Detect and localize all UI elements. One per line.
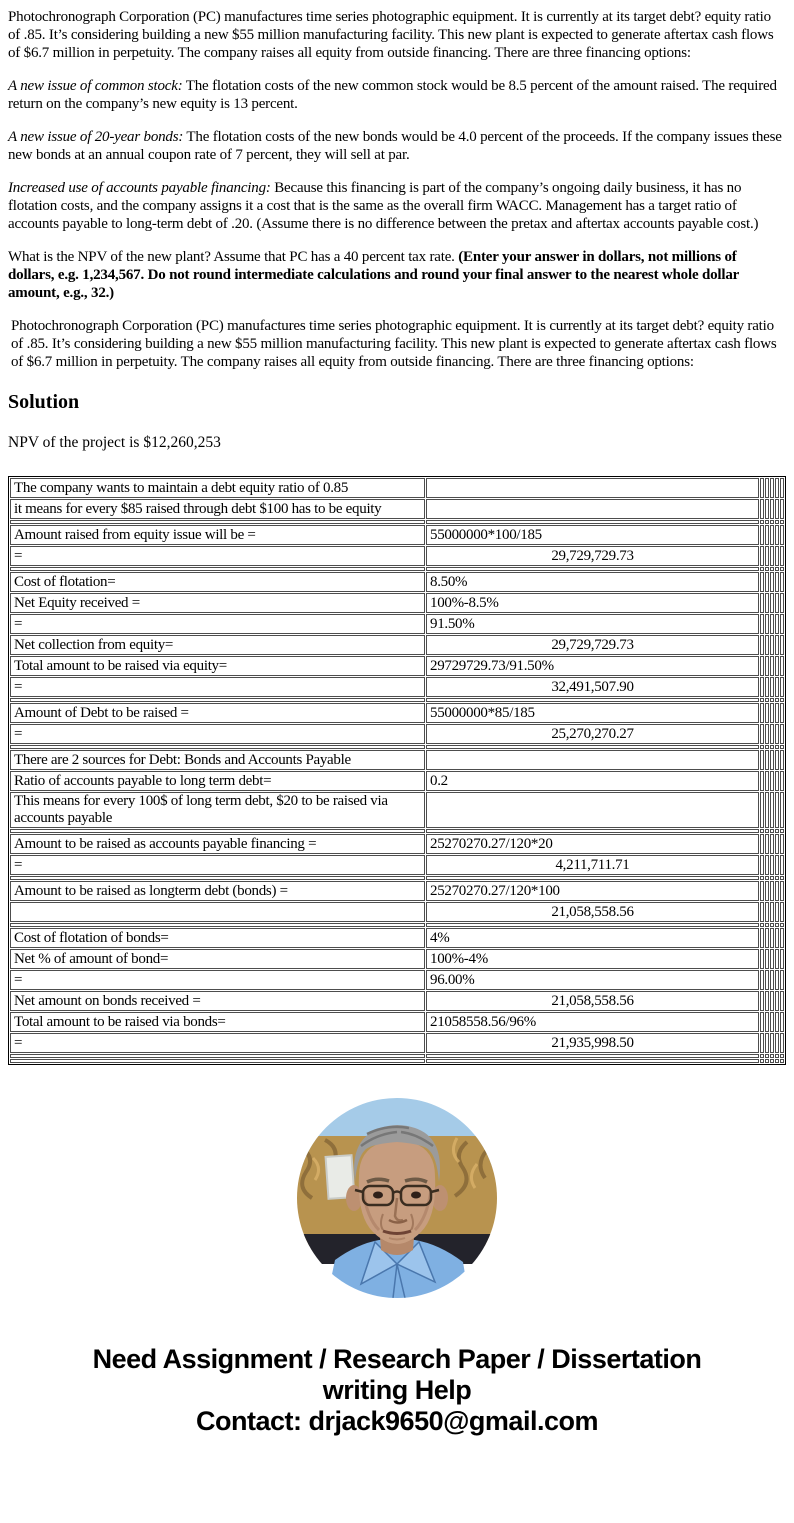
separator-cell	[780, 520, 784, 524]
empty-cell	[760, 546, 764, 566]
row-value: 29,729,729.73	[426, 546, 759, 566]
photo-container	[8, 1098, 786, 1298]
empty-cell	[760, 881, 764, 901]
empty-cell	[765, 792, 769, 828]
empty-cell	[775, 703, 779, 723]
empty-cell	[775, 949, 779, 969]
separator-cell	[426, 745, 759, 749]
empty-cell	[780, 677, 784, 697]
empty-cell	[765, 902, 769, 922]
empty-cell	[770, 614, 774, 634]
person-photo	[297, 1098, 497, 1298]
separator-cell	[775, 520, 779, 524]
separator-cell	[10, 829, 425, 833]
solution-table	[8, 476, 786, 1065]
separator-cell	[770, 1059, 774, 1063]
empty-cell	[765, 656, 769, 676]
row-value: 25,270,270.27	[426, 724, 759, 744]
option-text: Because this financing is part of the company’s ongoing daily business, it has no flotation costs, and the company assigns it a cost that is the same as the overall firm WACC. Management has a target ratio of accounts payable to long-term debt of .20. (Assume there is no difference between the pretax and aftertax accounts payable cost.)	[8, 180, 759, 232]
empty-cell	[780, 1012, 784, 1032]
row-label: The company wants to maintain a debt equity ratio of 0.85	[10, 478, 425, 498]
separator-cell	[765, 1054, 769, 1058]
empty-cell	[770, 572, 774, 592]
npv-result-line: NPV of the project is $12,260,253	[8, 434, 221, 451]
empty-cell	[775, 902, 779, 922]
row-label: Amount raised from equity issue will be =	[10, 525, 425, 545]
row-value: 4%	[426, 928, 759, 948]
empty-cell	[760, 928, 764, 948]
separator-cell	[760, 745, 764, 749]
separator-row	[10, 1054, 784, 1058]
table-row	[10, 677, 784, 697]
separator-cell	[426, 1054, 759, 1058]
separator-cell	[10, 698, 425, 702]
separator-cell	[760, 567, 764, 571]
empty-cell	[780, 703, 784, 723]
empty-cell	[765, 834, 769, 854]
option-accounts-payable	[8, 179, 786, 233]
separator-cell	[10, 876, 425, 880]
empty-cell	[780, 478, 784, 498]
separator-cell	[770, 567, 774, 571]
empty-cell	[765, 572, 769, 592]
empty-cell	[775, 614, 779, 634]
row-label: Ratio of accounts payable to long term debt=	[10, 771, 425, 791]
separator-cell	[780, 923, 784, 927]
empty-cell	[780, 635, 784, 655]
separator-cell	[765, 923, 769, 927]
table-row	[10, 525, 784, 545]
row-label: Net collection from equity=	[10, 635, 425, 655]
separator-row	[10, 829, 784, 833]
row-label: Net Equity received =	[10, 593, 425, 613]
table-row	[10, 546, 784, 566]
empty-cell	[760, 525, 764, 545]
empty-cell	[760, 724, 764, 744]
empty-cell	[760, 703, 764, 723]
option-lead: A new issue of common stock:	[8, 78, 183, 94]
empty-cell	[760, 949, 764, 969]
separator-cell	[775, 923, 779, 927]
empty-cell	[765, 750, 769, 770]
row-label: Amount to be raised as accounts payable financing =	[10, 834, 425, 854]
table-row	[10, 593, 784, 613]
separator-cell	[780, 745, 784, 749]
separator-cell	[765, 745, 769, 749]
empty-cell	[765, 703, 769, 723]
empty-cell	[780, 1033, 784, 1053]
row-label: =	[10, 855, 425, 875]
separator-cell	[426, 1059, 759, 1063]
row-label: =	[10, 677, 425, 697]
empty-cell	[780, 724, 784, 744]
empty-cell	[770, 478, 774, 498]
separator-row	[10, 698, 784, 702]
empty-cell	[775, 724, 779, 744]
separator-cell	[765, 876, 769, 880]
separator-cell	[765, 520, 769, 524]
separator-cell	[760, 1054, 764, 1058]
table-row	[10, 1012, 784, 1032]
row-value: 8.50%	[426, 572, 759, 592]
question-bold-note: (Enter your answer in dollars, not millions of dollars, e.g. 1,234,567. Do not round intermediate calculations and round your final answer to the nearest whole dollar amount, e.g., 32.)	[8, 249, 739, 301]
row-label: =	[10, 724, 425, 744]
empty-cell	[780, 928, 784, 948]
row-label: This means for every 100$ of long term debt, $20 to be raised via accounts payable	[10, 792, 425, 828]
banner-line: writing Help	[322, 1375, 472, 1405]
row-label: Amount to be raised as longterm debt (bonds) =	[10, 881, 425, 901]
table-row	[10, 614, 784, 634]
empty-cell	[775, 1012, 779, 1032]
option-text: The flotation costs of the new bonds would be 4.0 percent of the proceeds. If the company issues these new bonds at an annual coupon rate of 7 percent, they will sell at par.	[8, 129, 782, 163]
row-value: 91.50%	[426, 614, 759, 634]
empty-cell	[775, 499, 779, 519]
empty-cell	[765, 771, 769, 791]
empty-cell	[775, 881, 779, 901]
empty-cell	[780, 949, 784, 969]
separator-row	[10, 876, 784, 880]
empty-cell	[770, 499, 774, 519]
separator-cell	[770, 829, 774, 833]
row-value: 21,058,558.56	[426, 902, 759, 922]
row-value: 21,058,558.56	[426, 991, 759, 1011]
separator-cell	[10, 1059, 425, 1063]
separator-cell	[426, 876, 759, 880]
separator-cell	[426, 923, 759, 927]
separator-cell	[760, 520, 764, 524]
empty-cell	[765, 724, 769, 744]
empty-cell	[775, 593, 779, 613]
empty-cell	[775, 1033, 779, 1053]
empty-cell	[780, 881, 784, 901]
separator-cell	[765, 1059, 769, 1063]
row-label: Total amount to be raised via bonds=	[10, 1012, 425, 1032]
separator-cell	[770, 923, 774, 927]
empty-cell	[765, 949, 769, 969]
row-label: Net amount on bonds received =	[10, 991, 425, 1011]
empty-cell	[765, 991, 769, 1011]
empty-cell	[780, 771, 784, 791]
empty-cell	[760, 593, 764, 613]
option-lead: A new issue of 20-year bonds:	[8, 129, 184, 145]
table-row	[10, 572, 784, 592]
empty-cell	[760, 677, 764, 697]
empty-cell	[770, 1033, 774, 1053]
separator-cell	[770, 745, 774, 749]
empty-cell	[760, 970, 764, 990]
row-value: 96.00%	[426, 970, 759, 990]
row-label: =	[10, 546, 425, 566]
empty-cell	[760, 572, 764, 592]
separator-cell	[780, 1054, 784, 1058]
empty-cell	[760, 855, 764, 875]
table-row	[10, 750, 784, 770]
empty-cell	[765, 881, 769, 901]
option-bonds	[8, 128, 786, 164]
empty-cell	[770, 656, 774, 676]
empty-cell	[770, 1012, 774, 1032]
empty-cell	[760, 792, 764, 828]
row-value	[426, 499, 759, 519]
row-value: 100%-4%	[426, 949, 759, 969]
row-value	[426, 750, 759, 770]
separator-cell	[765, 829, 769, 833]
table-row	[10, 478, 784, 498]
empty-cell	[770, 792, 774, 828]
row-label	[10, 902, 425, 922]
row-value: 25270270.27/120*20	[426, 834, 759, 854]
table-row	[10, 991, 784, 1011]
table-row	[10, 928, 784, 948]
separator-cell	[426, 698, 759, 702]
empty-cell	[770, 546, 774, 566]
option-common-stock	[8, 77, 786, 113]
empty-cell	[775, 677, 779, 697]
empty-cell	[770, 635, 774, 655]
empty-cell	[760, 1012, 764, 1032]
separator-cell	[760, 876, 764, 880]
empty-cell	[760, 1033, 764, 1053]
empty-cell	[760, 656, 764, 676]
empty-cell	[760, 750, 764, 770]
empty-cell	[780, 970, 784, 990]
table-row	[10, 703, 784, 723]
empty-cell	[770, 881, 774, 901]
empty-cell	[780, 546, 784, 566]
separator-cell	[775, 876, 779, 880]
separator-cell	[775, 698, 779, 702]
empty-cell	[780, 525, 784, 545]
empty-cell	[765, 1012, 769, 1032]
table-row	[10, 792, 784, 828]
empty-cell	[765, 593, 769, 613]
empty-cell	[760, 614, 764, 634]
banner-line: Contact: drjack9650@gmail.com	[196, 1406, 598, 1436]
empty-cell	[775, 834, 779, 854]
table-row	[10, 656, 784, 676]
empty-cell	[780, 593, 784, 613]
empty-cell	[775, 572, 779, 592]
option-lead: Increased use of accounts payable financing:	[8, 180, 271, 196]
table-row	[10, 970, 784, 990]
empty-cell	[765, 614, 769, 634]
empty-cell	[780, 834, 784, 854]
empty-cell	[770, 970, 774, 990]
row-value: 0.2	[426, 771, 759, 791]
separator-cell	[775, 1059, 779, 1063]
row-value: 25270270.27/120*100	[426, 881, 759, 901]
separator-cell	[780, 829, 784, 833]
empty-cell	[760, 834, 764, 854]
separator-cell	[770, 520, 774, 524]
empty-cell	[780, 656, 784, 676]
separator-cell	[780, 1059, 784, 1063]
separator-cell	[10, 1054, 425, 1058]
empty-cell	[775, 792, 779, 828]
row-value: 55000000*100/185	[426, 525, 759, 545]
row-label: =	[10, 1033, 425, 1053]
empty-cell	[780, 855, 784, 875]
separator-cell	[10, 520, 425, 524]
separator-cell	[10, 923, 425, 927]
row-label: There are 2 sources for Debt: Bonds and Accounts Payable	[10, 750, 425, 770]
empty-cell	[775, 478, 779, 498]
row-label: Cost of flotation of bonds=	[10, 928, 425, 948]
empty-cell	[775, 970, 779, 990]
separator-cell	[760, 698, 764, 702]
empty-cell	[760, 499, 764, 519]
empty-cell	[780, 792, 784, 828]
empty-cell	[775, 656, 779, 676]
table-row	[10, 724, 784, 744]
empty-cell	[775, 750, 779, 770]
empty-cell	[765, 1033, 769, 1053]
problem-intro-repeat: Photochronograph Corporation (PC) manufactures time series photographic equipment. It is currently at its target debt? equity ratio of .85. It’s considering building a new $55 million manufacturing facility. This new plant is expected to generate aftertax cash flows of $6.7 million in perpetuity. The company raises all equity from outside financing. There are three financing options:	[11, 318, 777, 370]
row-value: 29,729,729.73	[426, 635, 759, 655]
empty-cell	[780, 572, 784, 592]
separator-row	[10, 520, 784, 524]
row-label: Net % of amount of bond=	[10, 949, 425, 969]
row-value: 100%-8.5%	[426, 593, 759, 613]
separator-cell	[10, 567, 425, 571]
separator-cell	[760, 1059, 764, 1063]
table-row	[10, 949, 784, 969]
separator-row	[10, 567, 784, 571]
empty-cell	[760, 771, 764, 791]
empty-cell	[770, 949, 774, 969]
row-value	[426, 792, 759, 828]
table-row	[10, 834, 784, 854]
row-value: 21058558.56/96%	[426, 1012, 759, 1032]
empty-cell	[770, 771, 774, 791]
separator-cell	[426, 567, 759, 571]
question-paragraph	[8, 248, 786, 302]
row-value: 32,491,507.90	[426, 677, 759, 697]
table-row	[10, 1033, 784, 1053]
table-row	[10, 635, 784, 655]
empty-cell	[770, 855, 774, 875]
banner-line: Need Assignment / Research Paper / Dissertation	[92, 1344, 702, 1374]
empty-cell	[765, 478, 769, 498]
empty-cell	[760, 478, 764, 498]
empty-cell	[775, 771, 779, 791]
row-label: it means for every $85 raised through debt $100 has to be equity	[10, 499, 425, 519]
separator-cell	[770, 876, 774, 880]
empty-cell	[775, 928, 779, 948]
row-value	[426, 478, 759, 498]
row-value: 29729729.73/91.50%	[426, 656, 759, 676]
table-row	[10, 771, 784, 791]
row-label: Cost of flotation=	[10, 572, 425, 592]
separator-row	[10, 745, 784, 749]
separator-cell	[775, 567, 779, 571]
empty-cell	[770, 724, 774, 744]
separator-cell	[426, 829, 759, 833]
empty-cell	[780, 499, 784, 519]
empty-cell	[765, 635, 769, 655]
empty-cell	[775, 635, 779, 655]
empty-cell	[770, 928, 774, 948]
empty-cell	[765, 855, 769, 875]
empty-cell	[770, 703, 774, 723]
separator-cell	[775, 745, 779, 749]
separator-cell	[760, 923, 764, 927]
empty-cell	[770, 991, 774, 1011]
contact-banner	[8, 1344, 786, 1467]
row-label: Total amount to be raised via equity=	[10, 656, 425, 676]
empty-cell	[775, 546, 779, 566]
separator-cell	[770, 1054, 774, 1058]
empty-cell	[770, 750, 774, 770]
separator-cell	[760, 829, 764, 833]
row-label: =	[10, 614, 425, 634]
row-value: 4,211,711.71	[426, 855, 759, 875]
empty-cell	[780, 902, 784, 922]
empty-cell	[765, 499, 769, 519]
empty-cell	[780, 614, 784, 634]
separator-cell	[780, 876, 784, 880]
empty-cell	[765, 525, 769, 545]
empty-cell	[775, 991, 779, 1011]
option-text: The flotation costs of the new common stock would be 8.5 percent of the amount raised. The required return on the company’s new equity is 13 percent.	[8, 78, 777, 112]
problem-intro: Photochronograph Corporation (PC) manufactures time series photographic equipment. It is currently at its target debt? equity ratio of .85. It’s considering building a new $55 million manufacturing facility. This new plant is expected to generate aftertax cash flows of $6.7 million in perpetuity. The company raises all equity from outside financing. There are three financing options:	[8, 9, 774, 61]
row-value: 55000000*85/185	[426, 703, 759, 723]
separator-cell	[780, 698, 784, 702]
solution-heading: Solution	[8, 391, 80, 413]
separator-cell	[775, 829, 779, 833]
empty-cell	[760, 991, 764, 1011]
empty-cell	[770, 593, 774, 613]
empty-cell	[765, 928, 769, 948]
empty-cell	[770, 834, 774, 854]
table-row	[10, 855, 784, 875]
empty-cell	[760, 902, 764, 922]
empty-cell	[770, 525, 774, 545]
empty-cell	[765, 970, 769, 990]
separator-cell	[780, 567, 784, 571]
separator-cell	[765, 698, 769, 702]
question-text: What is the NPV of the new plant? Assume that PC has a 40 percent tax rate.	[8, 249, 459, 265]
separator-cell	[770, 698, 774, 702]
empty-cell	[780, 991, 784, 1011]
empty-cell	[765, 677, 769, 697]
separator-row	[10, 923, 784, 927]
table-row	[10, 902, 784, 922]
empty-cell	[775, 855, 779, 875]
separator-cell	[765, 567, 769, 571]
empty-cell	[775, 525, 779, 545]
separator-cell	[426, 520, 759, 524]
row-label: =	[10, 970, 425, 990]
separator-cell	[10, 745, 425, 749]
row-label: Amount of Debt to be raised =	[10, 703, 425, 723]
empty-cell	[760, 635, 764, 655]
empty-cell	[765, 546, 769, 566]
separator-cell	[775, 1054, 779, 1058]
empty-cell	[780, 750, 784, 770]
empty-cell	[770, 677, 774, 697]
empty-cell	[770, 902, 774, 922]
row-value: 21,935,998.50	[426, 1033, 759, 1053]
separator-row	[10, 1059, 784, 1063]
table-row	[10, 499, 784, 519]
table-row	[10, 881, 784, 901]
